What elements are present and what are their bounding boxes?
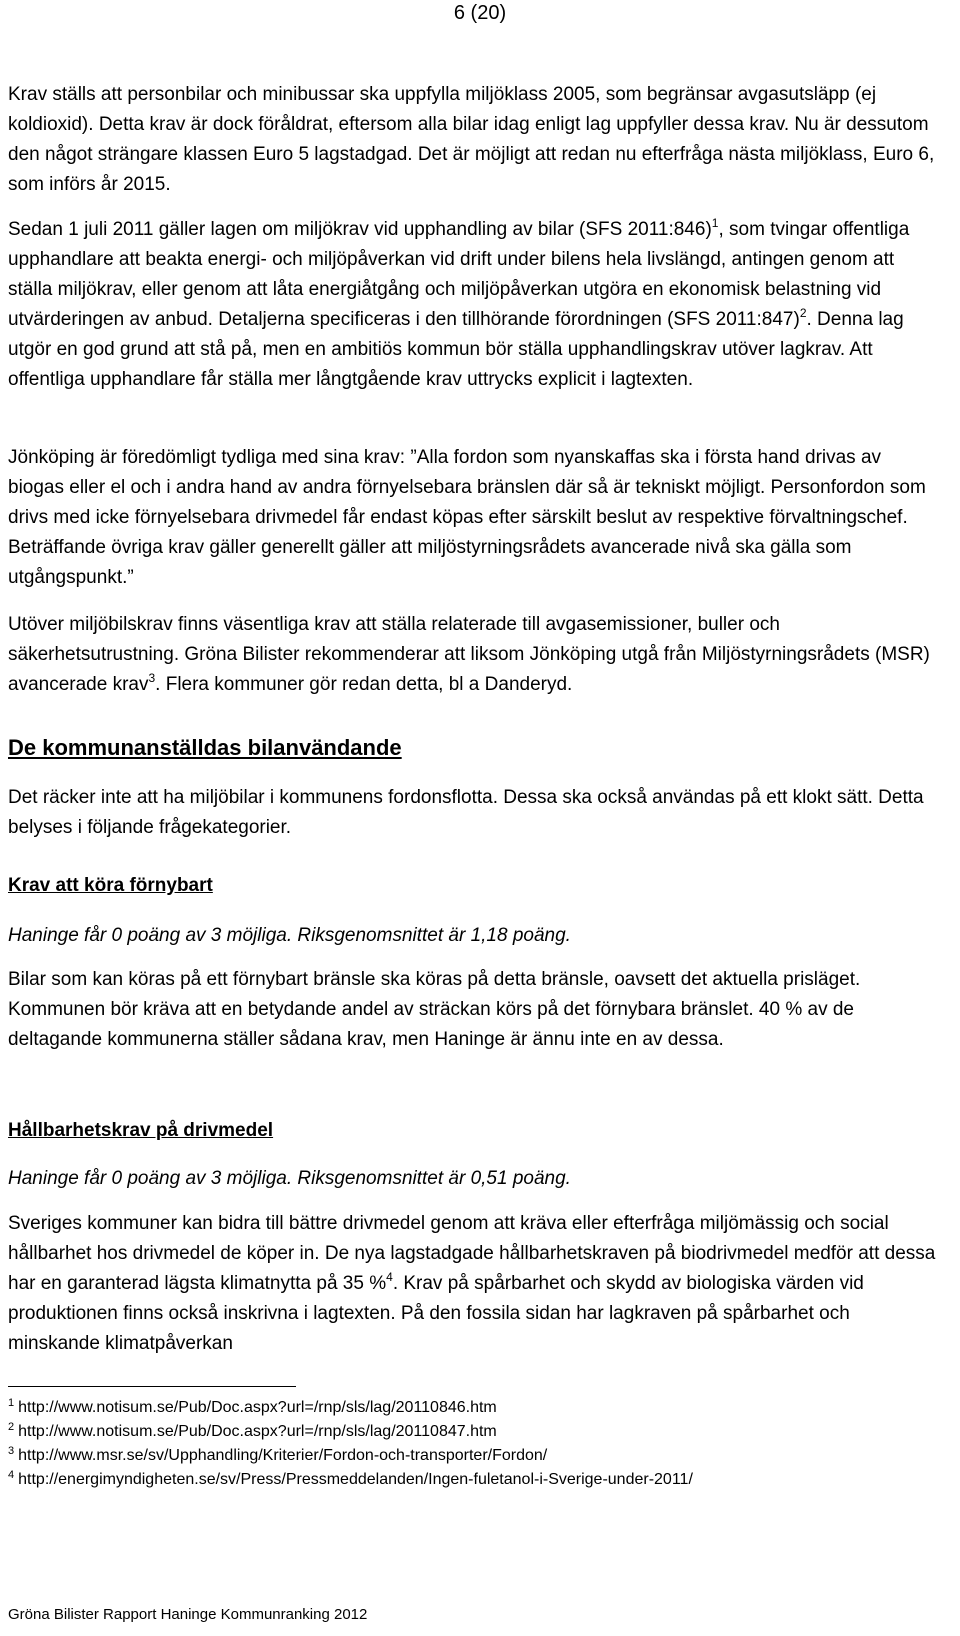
footnote-divider: [8, 1386, 296, 1387]
paragraph-text: . Krav på spårbarhet och skydd av biologiska värden vid produktionen finns också inskrivna i lagtexten. På den fossila sidan har lagkraven på spårbarhet och minskande klimatpåverkan: [8, 1273, 864, 1354]
footnote-4: [8, 1470, 693, 1490]
paragraph-text: . Flera kommuner gör redan detta, bl a Danderyd.: [155, 674, 573, 695]
section-intro: Det räcker inte att ha miljöbilar i kommunens fordonsflotta. Dessa ska också användas på ett klokt sätt. Detta belyses i följande frågekategorier.: [8, 787, 924, 838]
footnote-link[interactable]: http://www.msr.se/sv/Upphandling/Kriterier/Fordon-och-transporter/Fordon/: [18, 1447, 548, 1464]
section-heading: De kommunanställdas bilanvändande: [8, 735, 402, 760]
footnote-ref-2: 2: [799, 306, 807, 320]
paragraph-avgasemissioner: [8, 610, 938, 700]
paragraph-lag-miljokrav: [8, 215, 938, 395]
category-score-hallbarhet: Haninge får 0 poäng av 3 möjliga. Riksgenomsnittet är 0,51 poäng.: [8, 1168, 571, 1189]
category-heading-hallbarhet: Hållbarhetskrav på drivmedel: [8, 1120, 274, 1141]
paragraph-text: Sveriges kommuner kan bidra till bättre drivmedel genom att kräva eller efterfråga miljömässig och social hållbarhet hos drivmedel de köper in. De nya lagstadgade hållbarhetskraven på biodrivmedel medför att dessa har en garanterad lägsta klimatnytta på 35 %: [8, 1213, 936, 1294]
footnote-link[interactable]: http://www.notisum.se/Pub/Doc.aspx?url=/rnp/sls/lag/20110847.htm: [18, 1423, 497, 1440]
footnote-2: [8, 1422, 497, 1442]
footnote-number: 1: [8, 1397, 15, 1409]
footnote-ref-4: 4: [386, 1270, 393, 1284]
paragraph-text: Sedan 1 juli 2011 gäller lagen om miljökrav vid upphandling av bilar (SFS 2011:846): [8, 219, 712, 240]
footnote-link[interactable]: http://energimyndigheten.se/sv/Press/Pressmeddelanden/Ingen-fuletanol-i-Sverige-under-2011/: [18, 1471, 693, 1488]
page-number: 6 (20): [453, 2, 507, 24]
category-heading-fornybart: Krav att köra förnybart: [8, 875, 213, 896]
footnote-3: [8, 1446, 547, 1466]
category-score-fornybart: Haninge får 0 poäng av 3 möjliga. Riksgenomsnittet är 1,18 poäng.: [8, 925, 571, 946]
paragraph-jonkoping: Jönköping är föredömligt tydliga med sina krav: ”Alla fordon som nyanskaffas ska i första hand drivas av biogas eller el och i andra hand av andra förnyelsebara bränslen där så är tekniskt möjligt. Personfordon som drivs med icke förnyelsebara drivmedel får endast köpas efter särskilt beslut av respektive förvaltningschef. Beträffande övriga krav gäller generellt gäller att miljöstyrningsrådets avancerade nivå ska gälla som utgångspunkt.”: [8, 447, 926, 588]
footnote-1: [8, 1398, 497, 1418]
footnote-ref-1: 1: [711, 216, 719, 230]
paragraph-miljoklass: Krav ställs att personbilar och minibussar ska uppfylla miljöklass 2005, som begränsar avgasutsläpp (ej koldioxid). Detta krav är dock föråldrat, eftersom alla bilar idag enligt lag uppfyller dessa krav. Nu är dessutom den något strängare klassen Euro 5 lagstadgad. Det är möjligt att redan nu efterfråga nästa miljöklass, Euro 6, som införs år 2015.: [8, 84, 935, 195]
paragraph-text: Utöver miljöbilskrav finns väsentliga krav att ställa relaterade till avgasemissioner, buller och säkerhetsutrustning. Gröna Bilister rekommenderar att liksom Jönköping utgå från Miljöstyrningsrådets (MSR) avancerade krav: [8, 614, 930, 695]
paragraph-text: . Denna lag utgör en god grund att stå på, men en ambitiös kommun bör ställa upphandlingskrav utöver lagkrav. Att offentliga upphandlare får ställa mer långtgående krav uttrycks explicit i lagtexten.: [8, 309, 904, 390]
category-text-hallbarhet: [8, 1209, 938, 1359]
category-text-fornybart: Bilar som kan köras på ett förnybart bränsle ska köras på detta bränsle, oavsett det aktuella prisläget. Kommunen bör kräva att en betydande andel av sträckan körs på det förnybara bränslet. 40 % av de deltagande kommunerna ställer sådana krav, men Haninge är ännu inte en av dessa.: [8, 969, 861, 1050]
footnote-number: 3: [8, 1445, 15, 1457]
paragraph-text: , som tvingar offentliga upphandlare att beakta energi- och miljöpåverkan vid drift under bilens hela livslängd, antingen genom att ställa miljökrav, eller genom att låta energiåtgång och miljöpåverkan utgöra en ekonomisk belastning vid utvärderingen av anbud. Detaljerna specificeras i den tillhörande förordningen (SFS 2011:847): [8, 219, 910, 330]
footnote-number: 2: [8, 1421, 15, 1433]
page-footer: Gröna Bilister Rapport Haninge Kommunranking 2012: [8, 1606, 368, 1623]
footnote-ref-3: 3: [148, 671, 156, 685]
footnote-number: 4: [8, 1469, 15, 1481]
footnote-link[interactable]: http://www.notisum.se/Pub/Doc.aspx?url=/rnp/sls/lag/20110846.htm: [18, 1399, 497, 1416]
